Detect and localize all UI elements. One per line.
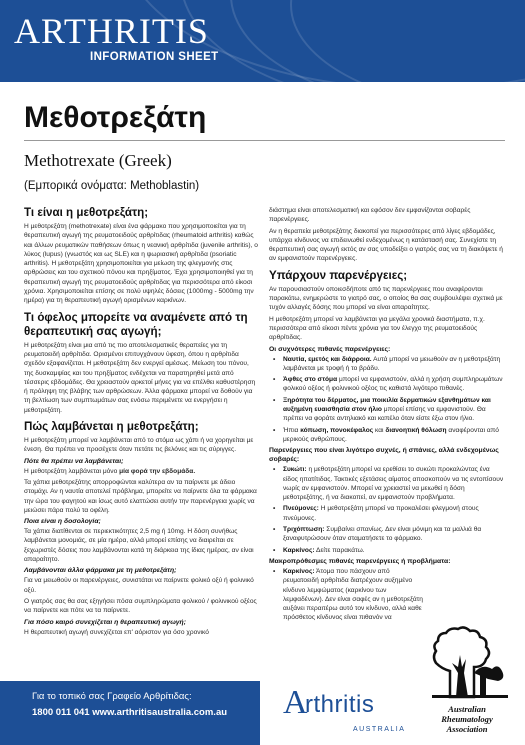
section-heading: Πώς λαμβάνεται η μεθοτρεξάτη; [24, 420, 199, 434]
paragraph: Τα χάπια διατίθενται σε περιεκτικότητες 2,5 mg ή 10mg. Η δόση συνήθως λαμβάνεται μονομιάς, σε μία ημέρα, αλλά μπορεί επίσης να διαιρείται σε ξεχωριστές δόσεις που λαμβάνονται κατά τη διάρκεια της ίδιας ημέρας, αν είναι απαραίτητο. [24, 528, 254, 564]
subheading: Παρενέργειες που είναι λιγότερο συχνές, ή σπάνιες, αλλά ενδεχομένως σοβαρές: [269, 447, 499, 464]
section-heading: Υπάρχουν παρενέργειες; [269, 268, 408, 282]
list-item: • Καρκίνος: Δείτε παρακάτω. [273, 546, 365, 554]
contact-label: Για το τοπικό σας Γραφείο Αρθρίτιδας: [32, 691, 192, 702]
list-item: • Τριχόπτωση: Συμβαίνει σπανίως. Δεν είναι μόνιμη και τα μαλλιά θα ξαναφυτρώσουν όταν σταματήσετε το φάρμακο. [273, 526, 482, 543]
paragraph: Ο γιατρός σας θα σας εξηγήσει πόσα συμπληρώματα φολικού / φολινικού οξέος να παίρνετε και πότε να τα παίρνετε. [24, 597, 257, 615]
item-bold: Πνεύμονες: [283, 505, 319, 513]
header-banner [0, 0, 525, 82]
section-heading: Τι είναι η μεθοτρεξάτη; [24, 206, 149, 219]
list-item: • Άφθες στο στόμα μπορεί να εμφανιστούν, αλλά η χρήση συμπληρωμάτων φολικού οξέος ή φολινικού οξέος τις καθιστά λιγότερο πιθανές. [273, 376, 503, 393]
item-text: Αυτά μπορεί να μειωθούν αν η μεθοτρεξάτη λαμβάνεται με τροφή ή το βράδυ. [283, 355, 501, 372]
subheading: Ποια είναι η δοσολογία; [24, 518, 101, 526]
paragraph: Αν η θεραπεία μεθοτρεξάτης διακοπεί για περισσότερες από λίγες εβδομάδες, υπάρχει κίνδυνος να επιδεινωθεί ενδεχομένως η κατάστασή σας. Συνεχίστε τη θεραπευτική σας αγωγή εκτός αν σας υποδείξει ο γιατρός σας να τη διακόψετε ή αν εμφανιστούν παρενέργειες. [269, 227, 503, 263]
logo-text: rthritis [305, 691, 375, 718]
ara-line: Australian [448, 704, 486, 714]
paragraph: Η μεθοτρεξάτη μπορεί να λαμβάνεται για μεγάλα χρονικά διαστήματα, π.χ. περισσότερα από είκοσι πέντε χρόνια για τον έλεγχο της ρευματοειδούς αρθρίτιδας. [269, 315, 485, 342]
tree-icon [422, 619, 512, 703]
paragraph: Η θεραπευτική αγωγή συνεχίζεται επ' αόριστον για όσο χρονικό [24, 628, 209, 636]
paragraph: Η μεθοτρεξάτη (methotrexate) είναι ένα φάρμακο που χρησιμοποιείται για τη θεραπευτική αγωγή της ρευματοειδούς αρθρίτιδας (rheumatoid arthritis) καθώς και άλλων ρευματικών παθήσεων όπως η νεανική αρθρίτιδα (juvenile arthritis), ο λύκος (lupus) (γνωστός και ως SLE) και η ψωριασική αρθρίτιδα (psoriatic arthritis). Η μεθοτρεξάτη χρησιμοποιείται για μείωση της φλεγμονής στις αρθρώσεις και του σχετικού πόνου και πρηξίματος. Έχει χρησιμοποιηθεί για τη θεραπευτική αγωγή της ρευματοειδούς αρθρίτιδας για περισσότερα από είκοσι χρόνια. Χρησιμοποιείται επίσης σε πολύ υψηλές δόσεις (1000mg - 5000mg την ημέρα) για τη θεραπευτική αγωγή ορισμένων καρκίνων. [24, 223, 258, 305]
item-text: η μεθοτρεξάτη μπορεί να ερεθίσει το συκώτι προκαλώντας ένα είδος ηπατίτιδας. Τακτικές εξετάσεις αίματος αποσκοπούν να τις εντοπίσουν νωρίς αν εμφανιστούν. Μπορεί να χρειαστεί να μειωθεί η δόση μεθοτρεξάτης, ή να διακοπεί, αν εμφανιστούν προβλήματα. [283, 466, 504, 502]
item-text: αναφέρονται από μερικούς ανθρώπους. [283, 426, 499, 443]
paragraph: Για να μειωθούν οι παρενέργειες, συνιστάται να παίρνετε φολικό οξύ ή φολινικό οξύ. [24, 577, 254, 594]
logo-country: AUSTRALIA [353, 726, 406, 733]
item-bold: Καρκίνος: [283, 546, 315, 554]
text: Η μεθοτρεξάτη λαμβάνεται μόνο [24, 467, 120, 475]
list-item: • Πνεύμονες: Η μεθοτρεξάτη μπορεί να προκαλέσει φλεγμονή στους πνεύμονες. [273, 505, 479, 522]
list-item: • Συκώτι: η μεθοτρεξάτη μπορεί να ερεθίσει το συκώτι προκαλώντας ένα είδος ηπατίτιδας. Τακτικές εξετάσεις αίματος αποσκοπούν να τις εντοπίσουν νωρίς αν εμφανιστούν. Μπορεί να χρειαστεί να μειωθεί η δόση μεθοτρεξάτης, ή να διακοπεί, αν εμφανιστούν προβλήματα. [273, 466, 504, 502]
item-bold: Καρκίνος: [283, 567, 315, 575]
brand-subtitle: INFORMATION SHEET [90, 51, 219, 63]
footer [0, 681, 525, 745]
left-column [24, 206, 260, 639]
paragraph: Η μεθοτρεξάτη μπορεί να λαμβάνεται από το στόμα ως χάπι ή να χορηγείται με ένεση. Θα πρέπει να προσέχετε όταν πετάτε τις βελόνες και τις σύριγγες. [24, 437, 254, 454]
page-subtitle: Methotrexate (Greek) [24, 151, 172, 170]
item-bold: Άφθες στο στόμα [283, 376, 338, 384]
item-text: Άτομα που πάσχουν από ρευματοειδή αρθρίτιδα διατρέχουν αυξημένο κίνδυνο λεμφώματος (καρκίνου των λεμφαδένων). Δεν είναι σαφές αν η μεθοτρεξάτη αυξάνει περαιτέρω αυτό τον κίνδυνο, αλλά καθε πρόσθετος κίνδυνος είναι πιθανόν να [283, 567, 423, 622]
paragraph: Τα χάπια μεθοτρεξάτης απορροφώνται καλύτερα αν τα παίρνετε με άδειο στομάχι. Αν η ναυτία αποτελεί πρόβλημα, μπορείτε να παίρνετε όλα τα φάρμακα την ώρα του φαγητού και ίσως αυτό ελαττώσει αυτήν την παρενέργεια χωρίς να μειώσει πάρα πολύ τα οφέλη. [24, 478, 257, 514]
ara-line: Rheumatology [441, 714, 493, 724]
ara-logo [422, 619, 512, 745]
rare-side-effects-list [269, 465, 505, 555]
section-heading: Τι όφελος μπορείτε να αναμένετε από τη θεραπευτική σας αγωγή; [24, 310, 248, 338]
item-text: Συμβαίνει σπανίως. Δεν είναι μόνιμη και τα μαλλιά θα ξαναφυτρώσουν όταν σταματήσετε το φάρμακο. [283, 526, 482, 543]
item-text: μπορεί επίσης να εμφανιστούν. Θα πρέπει να φοράτε αντηλιακό και καπέλο όταν είστε έξω στον ήλιο. [283, 406, 486, 423]
contact-details[interactable]: 1800 011 041 www.arthritisaustralia.com.au [32, 707, 228, 718]
item-text: μπορεί να εμφανιστούν, αλλά η χρήση συμπληρωμάτων φολικού οξέος ή φολινικού οξέος τις καθιστά λιγότερο πιθανές. [283, 376, 503, 393]
subheading: Πότε θα πρέπει να λαμβάνεται; [24, 457, 124, 465]
page-title: Μεθοτρεξάτη [24, 101, 207, 134]
subheading: Μακροπρόθεσμες πιθανές παρενέργειες ή προβλήματα: [269, 557, 451, 565]
item-text: Ήπια [283, 426, 301, 434]
item-text: Δείτε παρακάτω. [314, 546, 365, 554]
item-bold: Συκώτι: [283, 466, 307, 474]
list-item: • Καρκίνος: Άτομα που πάσχουν από ρευματοειδή αρθρίτιδα διατρέχουν αυξημένο κίνδυνο λεμφώματος (καρκίνου των λεμφαδένων). Δεν είναι σαφές αν η μεθοτρεξάτη αυξάνει περαιτέρω αυτό τον κίνδυνο, αλλά καθε πρόσθετος κίνδυνος είναι πιθανόν να [273, 567, 423, 622]
list-item: • Ναυτία, εμετός και διάρροια. Αυτά μπορεί να μειωθούν αν η μεθοτρεξάτη λαμβάνεται με τροφή ή το βράδυ. [273, 355, 501, 372]
item-bold: Τριχόπτωση: [283, 526, 325, 534]
ara-name [422, 704, 512, 734]
item-bold: διανοητική θόλωση [385, 426, 447, 434]
item-bold: Ξηρότητα του δέρματος, μια ποικιλία δερματικών εξανθημάτων και αυξημένη ευαισθησία στον ήλιο [283, 396, 491, 414]
right-column [269, 206, 505, 625]
subheading: Για πόσο καιρό συνεχίζεται η θεραπευτική αγωγή; [24, 618, 186, 626]
paragraph: Αν παρουσιαστούν οποιεσδήποτε από τις παρενέργειες που αναφέρονται παρακάτω, ενημερώστε το γιατρό σας, ο οποίος θα σας συμβουλέψει σχετικά με τυχόν αλλαγές δόσης που μπορεί να είναι απαραίτητες. [269, 285, 503, 312]
brand-names: (Εμπορικά ονόματα: Methoblastin) [24, 180, 200, 192]
list-item: • Ξηρότητα του δέρματος, μια ποικιλία δερματικών εξανθημάτων και αυξημένη ευαισθησία στον ήλιο μπορεί επίσης να εμφανιστούν. Θα πρέπει να φοράτε αντηλιακό και καπέλο όταν είστε έξω στον ήλιο. [273, 396, 491, 423]
longterm-side-effects-list [269, 567, 505, 623]
divider [24, 140, 505, 141]
subheading: Λαμβάνονται άλλα φάρμακα με τη μεθοτρεξάτη; [24, 567, 177, 575]
logo-letter: A [283, 684, 308, 721]
brand-title: ARTHRITIS [14, 11, 209, 51]
paragraph: διάστημα είναι αποτελεσματική και εφόσον δεν εμφανίζονται σοβαρές παρενέργειες. [269, 207, 471, 224]
arthritis-australia-logo [283, 683, 413, 743]
common-side-effects-list [269, 355, 505, 445]
emphasis: μία φορά την εβδομάδα. [119, 467, 196, 475]
item-bold: Ναυτία, εμετός και διάρροια. [283, 355, 372, 363]
contact-box [0, 681, 260, 745]
paragraph: Η μεθοτρεξάτη είναι μια από τις πιο αποτελεσματικές θεραπείες για τη ρευματοειδή αρθρίτιδα. Ορισμένοι επιτυγχάνουν ύφεση, όπου η αρθρίτιδα σχεδόν εξαφανίζεται. Η μεθοτρεξάτη δεν ενεργεί αμέσως. Μείωση του πόνου, της δυσκαμψίας και του πρηξίματος ενδέχεται να παρατηρηθεί μετά από τέσσερις εβδομάδες. Θα χρειαστούν αρκετοί μήνες για να επέλθει καθυστέρηση ή πρόληψη της βλάβης των αρθρώσεων. Άλλα φάρμακα μπορεί να δοθούν για τη βελτίωση των συμπτωμάτων σας ενόσω περιμένετε να ενεργήσει η μεθοτρεξάτη. [24, 341, 256, 414]
item-bold: κόπωση, πονοκέφαλος [300, 426, 374, 434]
ara-line: Association [446, 724, 488, 734]
subheading: Οι συχνότερες πιθανές παρενέργειες: [269, 345, 391, 353]
item-text: και [373, 426, 386, 434]
item-text: Η μεθοτρεξάτη μπορεί να προκαλέσει φλεγμονή στους πνεύμονες. [283, 505, 479, 522]
list-item: • Ήπια κόπωση, πονοκέφαλος και διανοητική θόλωση αναφέρονται από μερικούς ανθρώπους. [273, 426, 499, 443]
paragraph [24, 467, 260, 476]
